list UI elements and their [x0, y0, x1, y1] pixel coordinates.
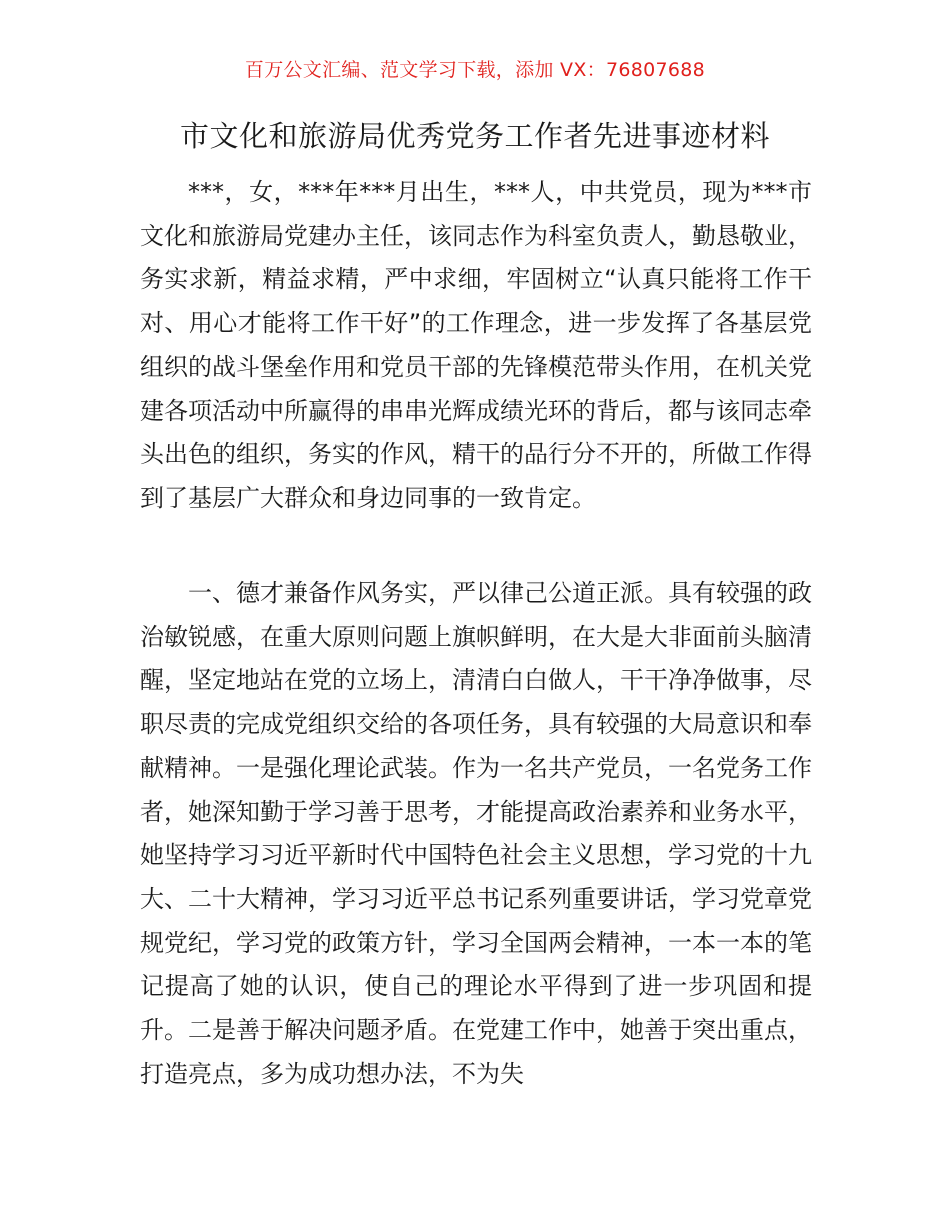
header-watermark-note: 百万公文汇编、范文学习下载，添加 VX：76807688: [244, 59, 706, 81]
paragraph-intro: ***，女，***年***月出生，***人，中共党员，现为***市文化和旅游局党建办主任，该同志作为科室负责人，勤恳敬业，务实求新，精益求精，严中求细，牢固树立“认真只能将工作干对、用心才能将工作干好”的工作理念，进一步发挥了各基层党组织的战斗堡垒作用和党员干部的先锋模范带头作用，在机关党建各项活动中所赢得的串串光辉成绩光环的背后，都与该同志牵头出色的组织，务实的作风，精干的品行分不开的，所做工作得到了基层广大群众和身边同事的一致肯定。: [140, 178, 812, 512]
document-title: 市文化和旅游局优秀党务工作者先进事迹材料: [179, 119, 770, 153]
paragraph-section-one: 一、德才兼备作风务实，严以律己公道正派。具有较强的政治敏锐感，在重大原则问题上旗帜鲜明，在大是大非面前头脑清醒，坚定地站在党的立场上，清清白白做人，干干净净做事，尽职尽责的完成党组织交给的各项任务，具有较强的大局意识和奉献精神。一是强化理论武装。作为一名共产党员，一名党务工作者，她深知勤于学习善于思考，才能提高政治素养和业务水平，她坚持学习习近平新时代中国特色社会主义思想，学习党的十九大、二十大精神，学习习近平总书记系列重要讲话，学习党章党规党纪，学习党的政策方针，学习全国两会精神，一本一本的笔记提高了她的认识，使自己的理论水平得到了进一步巩固和提升。二是善于解决问题矛盾。在党建工作中，她善于突出重点，打造亮点，多为成功想办法，不为失: [140, 579, 812, 1088]
